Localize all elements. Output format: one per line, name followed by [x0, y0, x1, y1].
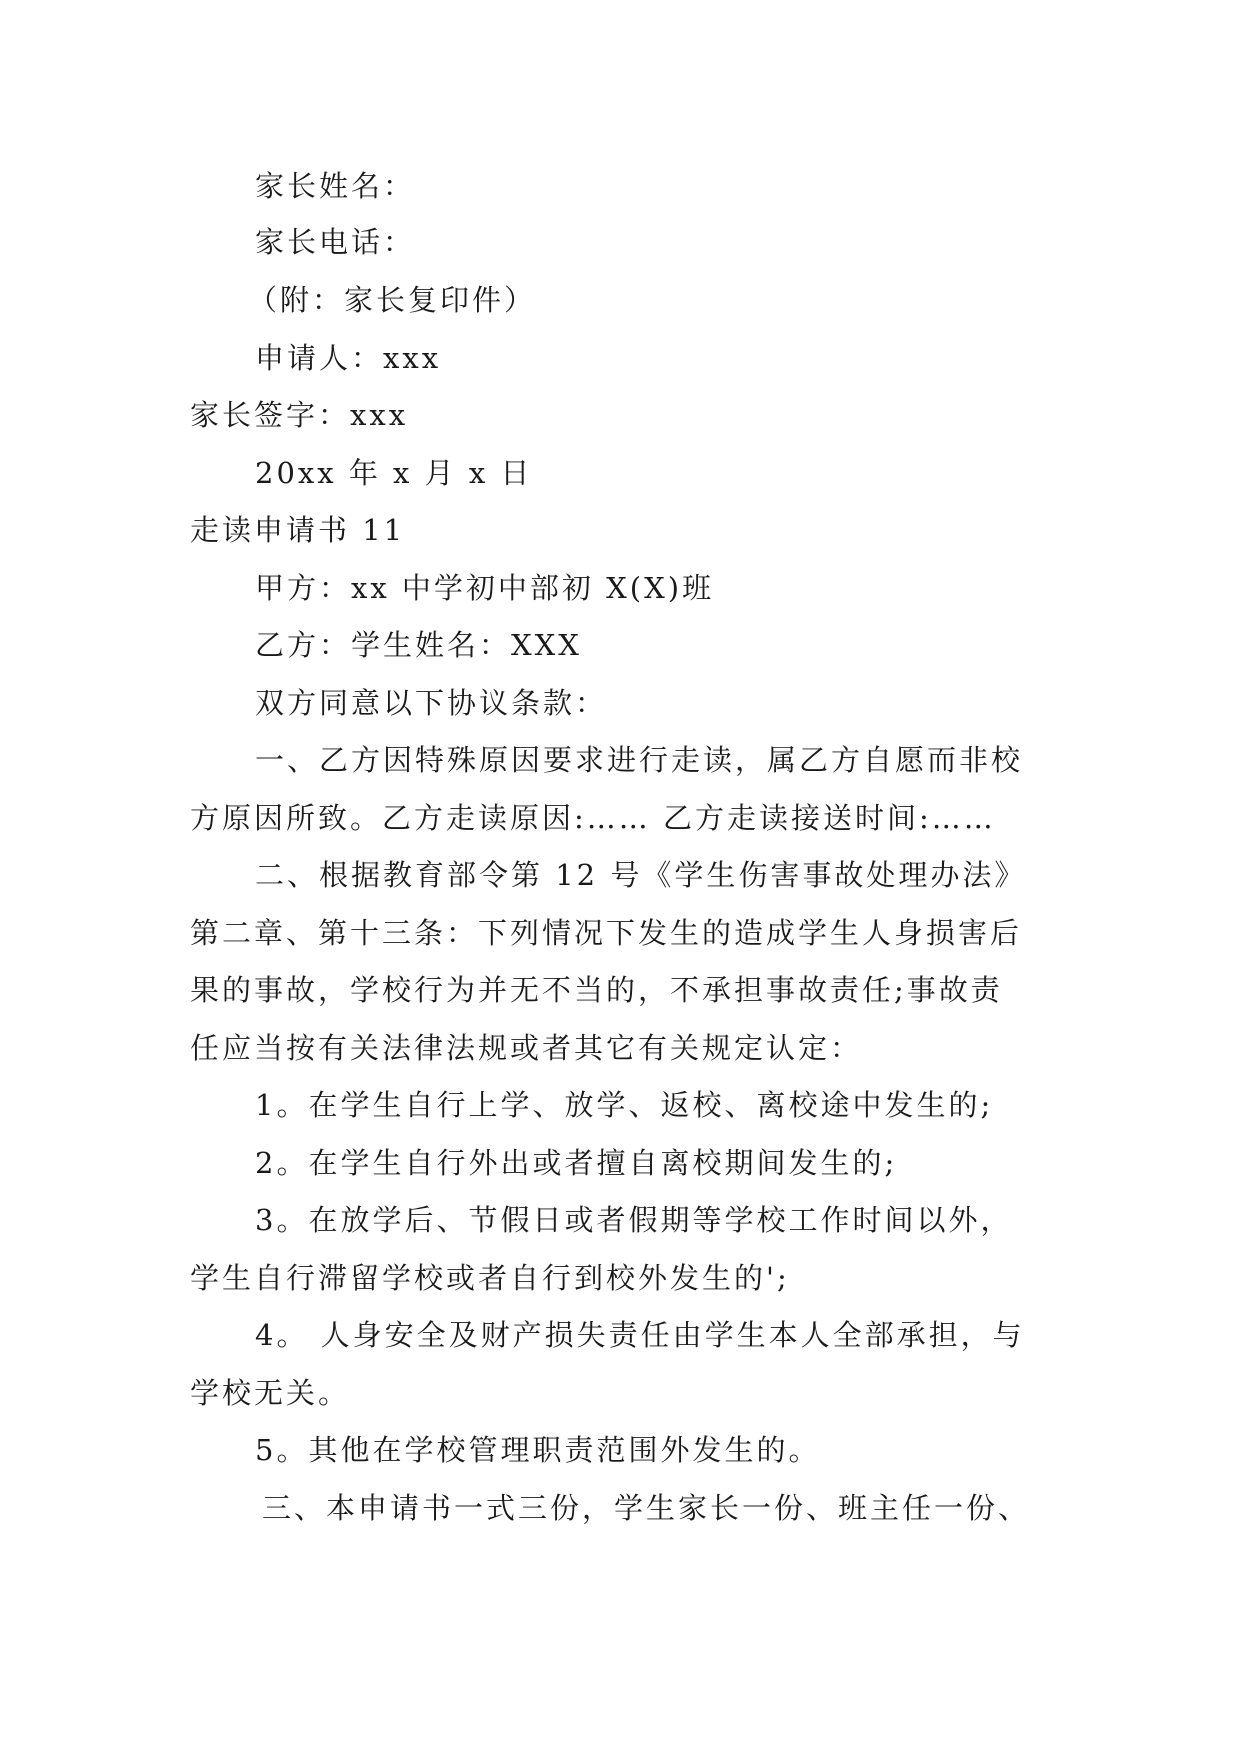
party-a-line: 甲方：xx 中学初中部初 X(X)班 [255, 571, 715, 605]
item-3-line-1: 3。在放学后、节假日或者假期等学校工作时间以外， [255, 1203, 1013, 1237]
clause-2-line-1: 二、根据教育部令第 12 号《学生伤害事故处理办法》 [255, 858, 1027, 892]
attachment-note: （附：家长复印件） [248, 283, 537, 317]
clause-2-line-4: 任应当按有关法律法规或者其它有关规定认定： [190, 1031, 863, 1065]
clause-3-line-1: 三、本申请书一式三份，学生家长一份、班主任一份、 [262, 1491, 1031, 1525]
item-4-line-1: 4。 人身安全及财产损失责任由学生本人全部承担，与 [255, 1318, 1025, 1352]
parent-name-line: 家长姓名： [255, 169, 416, 203]
item-5: 5。其他在学校管理职责范围外发生的。 [255, 1433, 821, 1467]
date-line: 20xx 年 x 月 x 日 [255, 456, 533, 490]
agreement-intro: 双方同意以下协议条款： [255, 686, 608, 720]
item-1: 1。在学生自行上学、放学、返校、离校途中发生的; [255, 1088, 994, 1122]
applicant-line: 申请人：xxx [255, 341, 442, 375]
item-2: 2。在学生自行外出或者擅自离校期间发生的; [255, 1146, 898, 1180]
clause-1-line-1: 一、乙方因特殊原因要求进行走读，属乙方自愿而非校 [255, 743, 1024, 777]
clause-2-line-3: 果的事故，学校行为并无不当的，不承担事故责任;事故责 [190, 973, 1003, 1007]
item-3-line-2: 学生自行滞留学校或者自行到校外发生的'; [190, 1261, 790, 1295]
clause-2-line-2: 第二章、第十三条：下列情况下发生的造成学生人身损害后 [190, 916, 1023, 950]
parent-signature-line: 家长签字：xxx [190, 398, 409, 432]
item-4-line-2: 学校无关。 [190, 1376, 351, 1410]
clause-1-line-2: 方原因所致。乙方走读原因:…… 乙方走读接送时间:…… [190, 801, 996, 835]
section-title: 走读申请书 11 [190, 513, 406, 547]
party-b-line: 乙方：学生姓名：XXX [255, 628, 582, 662]
parent-phone-line: 家长电话： [255, 225, 416, 259]
